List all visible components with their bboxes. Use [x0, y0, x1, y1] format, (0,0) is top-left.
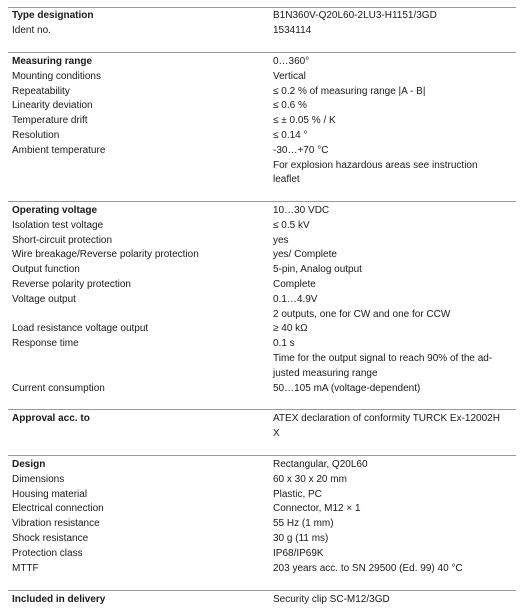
spec-row-measuring-range — [8, 55, 516, 70]
spec-label: Dimensions — [12, 473, 65, 485]
spec-label: Protection class — [12, 547, 83, 559]
spec-value: ATEX declaration of conformity TURCK Ex-12002H — [273, 413, 500, 424]
spec-value: 10…30 VDC — [273, 205, 330, 216]
spec-label: Linearity deviation — [12, 100, 93, 112]
section-divider — [8, 201, 516, 202]
spec-label: Design — [12, 459, 46, 470]
spec-row-vibration-resistance — [8, 517, 516, 532]
spec-row-continuation — [8, 173, 516, 188]
spec-value: ≥ 40 kΩ — [273, 323, 308, 335]
spec-row-linearity-deviation — [8, 99, 516, 114]
spec-value: justed measuring range — [273, 367, 378, 379]
spec-value: For explosion hazardous areas see instruction — [273, 159, 478, 171]
spec-value: IP68/IP69K — [273, 547, 324, 559]
spec-value: Security clip SC-M12/3GD — [273, 594, 390, 605]
spec-label: Repeatability — [12, 85, 70, 97]
spec-row-output-function — [8, 263, 516, 278]
spec-value: 2 outputs, one for CW and one for CCW — [273, 308, 451, 320]
spec-value: 0…360° — [273, 56, 310, 67]
spec-label: Measuring range — [12, 56, 93, 67]
spec-value: 5-pin, Analog output — [273, 264, 362, 276]
spec-row-operating-voltage — [8, 204, 516, 219]
spec-row-short-circuit-protection — [8, 234, 516, 249]
spec-label: Ident no. — [12, 24, 51, 36]
section-divider — [8, 590, 516, 591]
spec-row-ambient-temperature — [8, 144, 516, 159]
spec-label: Housing material — [12, 488, 88, 500]
spec-value: Complete — [273, 278, 316, 290]
spec-label: Included in delivery — [12, 594, 106, 605]
spec-value: B1N360V-Q20L60-2LU3-H1151/3GD — [273, 10, 437, 21]
spec-value: leaflet — [273, 174, 300, 186]
spec-row-included-in-delivery — [8, 593, 516, 608]
spec-value: ≤ 0.5 kV — [273, 219, 310, 231]
spec-label: Shock resistance — [12, 532, 89, 544]
section-electrical — [8, 204, 516, 396]
spec-label: Load resistance voltage output — [12, 323, 149, 335]
spec-value: Vertical — [273, 70, 306, 82]
spec-value: ≤ 0.14 ° — [273, 129, 308, 141]
spec-row-continuation — [8, 159, 516, 174]
spec-row-dimensions — [8, 473, 516, 488]
spec-row-housing-material — [8, 488, 516, 503]
spec-row-shock-resistance — [8, 532, 516, 547]
section-type — [8, 9, 516, 39]
spec-row-continuation — [8, 352, 516, 367]
spec-value: ≤ 0.6 % — [273, 100, 307, 112]
section-divider — [8, 409, 516, 410]
section-measuring — [8, 55, 516, 188]
spec-row-repeatability — [8, 85, 516, 100]
spec-value: -30…+70 °C — [273, 144, 329, 156]
spec-value: 203 years acc. to SN 29500 (Ed. 99) 40 °C — [273, 562, 463, 574]
spec-value: 60 x 30 x 20 mm — [273, 473, 347, 485]
spec-value: 30 g (11 ms) — [273, 532, 329, 544]
section-mechanical — [8, 458, 516, 576]
spec-value: ≤ 0.2 % of measuring range |A - B| — [273, 85, 426, 97]
spec-label: Approval acc. to — [12, 413, 90, 424]
spec-label: Wire breakage/Reverse polarity protection — [12, 249, 199, 261]
spec-row-design — [8, 458, 516, 473]
spec-label: Current consumption — [12, 382, 105, 394]
spec-row-continuation — [8, 427, 516, 442]
spec-value: ≤ ± 0.05 % / K — [273, 115, 336, 127]
spec-value: Plastic, PC — [273, 488, 322, 500]
spec-label: Voltage output — [12, 293, 76, 305]
spec-row-approval — [8, 412, 516, 427]
spec-value: Time for the output signal to reach 90% of the ad- — [273, 352, 493, 364]
spec-row-isolation-test-voltage — [8, 219, 516, 234]
spec-value: 0.1 s — [273, 338, 295, 350]
spec-row-protection-class — [8, 547, 516, 562]
spec-label: Ambient temperature — [12, 144, 106, 156]
spec-row-electrical-connection — [8, 502, 516, 517]
spec-row-reverse-polarity — [8, 278, 516, 293]
spec-row-mttf — [8, 562, 516, 577]
spec-value: Rectangular, Q20L60 — [273, 459, 368, 470]
section-delivery — [8, 593, 516, 608]
section-divider — [8, 7, 516, 8]
spec-value: yes — [273, 234, 289, 246]
spec-row-current-consumption — [8, 382, 516, 397]
spec-label: Vibration resistance — [12, 518, 100, 530]
spec-label: Operating voltage — [12, 205, 98, 216]
spec-value: 1534114 — [273, 24, 312, 36]
spec-value: Connector, M12 × 1 — [273, 503, 361, 515]
spec-label: MTTF — [12, 562, 39, 574]
spec-row-ident-no — [8, 24, 516, 39]
spec-row-resolution — [8, 129, 516, 144]
spec-row-load-resistance — [8, 322, 516, 337]
spec-label: Electrical connection — [12, 503, 104, 515]
spec-label: Response time — [12, 338, 79, 350]
spec-label: Mounting conditions — [12, 70, 101, 82]
spec-label: Resolution — [12, 129, 60, 141]
spec-value: 55 Hz (1 mm) — [273, 518, 334, 530]
spec-row-mounting-conditions — [8, 70, 516, 85]
section-approval — [8, 412, 516, 442]
spec-label: Temperature drift — [12, 115, 88, 127]
spec-value: 50…105 mA (voltage-dependent) — [273, 382, 421, 394]
spec-row-continuation — [8, 367, 516, 382]
section-divider — [8, 52, 516, 53]
spec-row-wire-breakage — [8, 248, 516, 263]
spec-value: X — [273, 427, 280, 439]
spec-row-voltage-output — [8, 293, 516, 308]
spec-row-type-designation — [8, 9, 516, 24]
spec-value: 0.1…4.9V — [273, 293, 318, 305]
spec-row-continuation — [8, 308, 516, 323]
spec-value: yes/ Complete — [273, 249, 337, 261]
spec-row-temperature-drift — [8, 114, 516, 129]
spec-label: Output function — [12, 264, 80, 276]
spec-label: Isolation test voltage — [12, 219, 104, 231]
spec-label: Short-circuit protection — [12, 234, 113, 246]
spec-label: Type designation — [12, 10, 94, 21]
section-divider — [8, 455, 516, 456]
spec-label: Reverse polarity protection — [12, 278, 131, 290]
spec-row-response-time — [8, 337, 516, 352]
